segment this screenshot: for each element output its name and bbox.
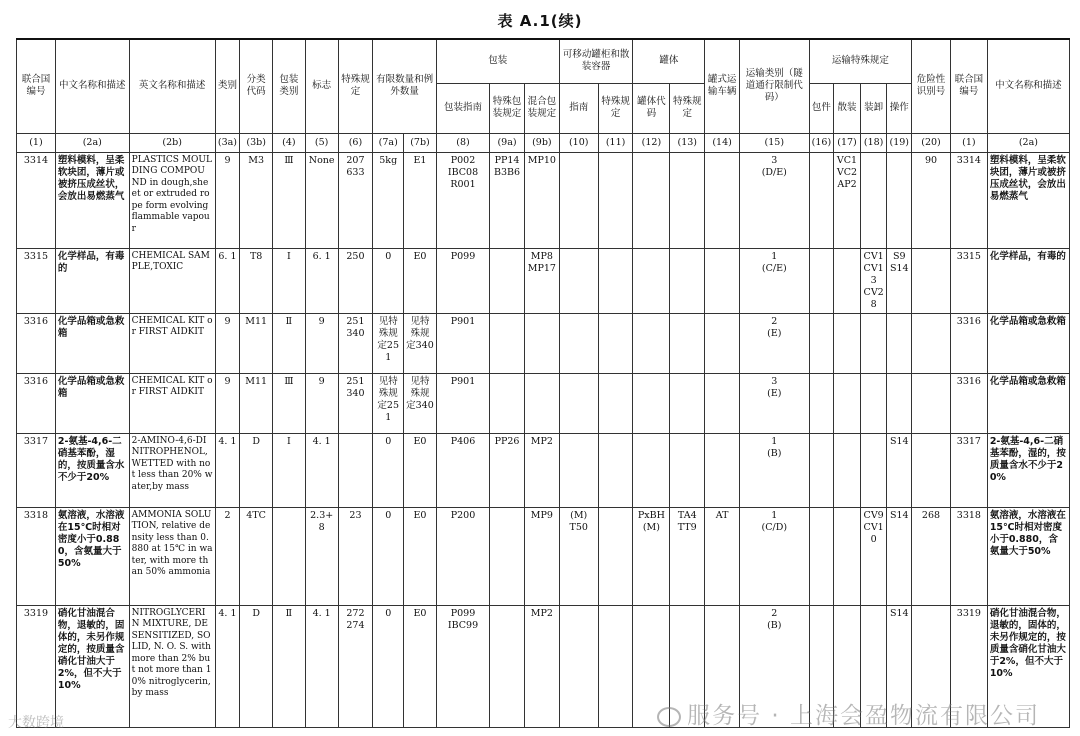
cell-c15: 2 (B) (739, 605, 809, 727)
cell-c11 (598, 248, 633, 313)
cell-c6 (338, 433, 373, 507)
column-index: (19) (887, 133, 912, 152)
cell-c7b: 见特殊规定340 (404, 373, 437, 433)
cell-cn-name: 2-氨基-4,6-二硝基苯酚，湿的，按质量含水不少于20% (987, 433, 1069, 507)
column-index: (9b) (524, 133, 559, 152)
watermark-corner: 大数跨境 (8, 715, 64, 731)
cell-c5: 2.3+ 8 (305, 507, 338, 605)
header-class-code: 分类代码 (240, 39, 273, 133)
cell-c20: 90 (912, 152, 951, 248)
column-index: (2a) (55, 133, 129, 152)
header-ts-pkg: 包件 (809, 83, 834, 133)
cell-un-no: 3319 (950, 605, 987, 727)
cell-c7b: E0 (404, 248, 437, 313)
cell-c3b: 4TC (240, 507, 273, 605)
cell-c9a (490, 313, 525, 373)
cell-cn-name: 硝化甘油混合物，退敏的，固体的，未另作规定的，按质量含硝化甘油大于2%，但不大于10% (55, 605, 129, 727)
cell-cn-name: 化学品箱或急救箱 (987, 313, 1069, 373)
cell-c16 (809, 507, 834, 605)
cell-c17 (834, 313, 861, 373)
cell-un-no: 3316 (17, 313, 56, 373)
cell-c10 (559, 433, 598, 507)
cell-c18 (860, 373, 887, 433)
cell-c3b: D (240, 433, 273, 507)
header-transport-special: 运输特殊规定 (809, 39, 911, 83)
cell-c12 (633, 152, 670, 248)
column-index: (7a) (373, 133, 404, 152)
header-pkg-instructions: 包装指南 (436, 83, 489, 133)
cell-c19: S14 (887, 605, 912, 727)
cell-c3a: 9 (215, 313, 240, 373)
cell-c5: 9 (305, 313, 338, 373)
watermark: 服务号 · 上海会盈物流有限公司 (657, 697, 1040, 730)
header-packaging: 包装 (436, 39, 559, 83)
header-packing-group: 包装类别 (273, 39, 306, 133)
cell-c15: 2 (E) (739, 313, 809, 373)
cell-c4: Ⅱ (273, 313, 306, 373)
cell-c9a (490, 507, 525, 605)
cell-c6: 272 274 (338, 605, 373, 727)
cell-c14: AT (705, 507, 740, 605)
cell-c9a (490, 605, 525, 727)
cell-c18 (860, 433, 887, 507)
cell-c12: PxBH (M) (633, 507, 670, 605)
cell-c3a: 9 (215, 152, 240, 248)
header-special-pkg: 特殊包装规定 (490, 83, 525, 133)
cell-c4: Ⅰ (273, 248, 306, 313)
cell-c14 (705, 313, 740, 373)
header-tank-code: 罐体代码 (633, 83, 670, 133)
cell-c6: 250 (338, 248, 373, 313)
cell-un-no: 3314 (17, 152, 56, 248)
cell-c13 (670, 313, 705, 373)
header-hazard-id: 危险性识别号 (912, 39, 951, 133)
header-tanks: 罐体 (633, 39, 705, 83)
cell-c10 (559, 605, 598, 727)
cell-en-name: PLASTICS MOULDING COMPOUND in dough,sheet or extruded rope form evolving flammable vapour (129, 152, 215, 248)
cell-en-name: CHEMICAL KIT or FIRST AIDKIT (129, 373, 215, 433)
cell-c13 (670, 248, 705, 313)
cell-c8: P901 (436, 373, 489, 433)
cell-c13: TA4 TT9 (670, 507, 705, 605)
cell-un-no: 3317 (17, 433, 56, 507)
column-index: (11) (598, 133, 633, 152)
column-index: (10) (559, 133, 598, 152)
cell-c15: 1 (C/D) (739, 507, 809, 605)
cell-c3a: 2 (215, 507, 240, 605)
cell-un-no: 3316 (17, 373, 56, 433)
table-row (17, 248, 1070, 313)
cell-c12 (633, 313, 670, 373)
cell-c7a: 0 (373, 433, 404, 507)
column-index: (12) (633, 133, 670, 152)
header-limited-qty: 有限数量和例外数量 (373, 39, 437, 133)
cell-c6: 251 340 (338, 373, 373, 433)
cell-c15: 1 (B) (739, 433, 809, 507)
cell-c19 (887, 152, 912, 248)
column-index: (4) (273, 133, 306, 152)
cell-c7b: E0 (404, 433, 437, 507)
cell-c9b: MP10 (524, 152, 559, 248)
cell-c7a: 5kg (373, 152, 404, 248)
cell-c19: S14 (887, 433, 912, 507)
header-class: 类别 (215, 39, 240, 133)
column-index: (20) (912, 133, 951, 152)
header-special-provisions: 特殊规定 (338, 39, 373, 133)
wechat-icon (657, 707, 681, 727)
column-index: (13) (670, 133, 705, 152)
cell-c7b: E0 (404, 605, 437, 727)
cell-c16 (809, 248, 834, 313)
cell-c19: S9 S14 (887, 248, 912, 313)
column-index: (6) (338, 133, 373, 152)
cell-c20 (912, 373, 951, 433)
table-row (17, 373, 1070, 433)
header-cn-name-2: 中文名称和描述 (987, 39, 1069, 133)
header-pt-instructions: 指南 (559, 83, 598, 133)
cell-c3a: 6. 1 (215, 248, 240, 313)
cell-c17 (834, 248, 861, 313)
cell-c20 (912, 248, 951, 313)
cell-c18: CV9 CV10 (860, 507, 887, 605)
cell-c17 (834, 507, 861, 605)
cell-c6: 207 633 (338, 152, 373, 248)
table-row (17, 313, 1070, 373)
cell-c9a: PP14 B3B6 (490, 152, 525, 248)
header-un-no: 联合国编号 (17, 39, 56, 133)
table-row (17, 433, 1070, 507)
cell-cn-name: 硝化甘油混合物，退敏的，固体的，未另作规定的，按质量含硝化甘油大于2%，但不大于10% (987, 605, 1069, 727)
cell-c19 (887, 313, 912, 373)
column-index: (18) (860, 133, 887, 152)
header-tank-vehicle: 罐式运输车辆 (705, 39, 740, 133)
cell-c10: (M) T50 (559, 507, 598, 605)
cell-c17 (834, 373, 861, 433)
cell-c9b: MP2 (524, 433, 559, 507)
cell-c5: 9 (305, 373, 338, 433)
cell-un-no: 3319 (17, 605, 56, 727)
cell-c8: P099 (436, 248, 489, 313)
cell-cn-name: 化学品箱或急救箱 (55, 373, 129, 433)
cell-c19: S14 (887, 507, 912, 605)
cell-c20 (912, 433, 951, 507)
cell-c10 (559, 248, 598, 313)
cell-c12 (633, 373, 670, 433)
cell-c9b (524, 313, 559, 373)
header-mixed-pkg: 混合包装规定 (524, 83, 559, 133)
cell-c3a: 4. 1 (215, 605, 240, 727)
cell-un-no: 3316 (950, 313, 987, 373)
cell-c14 (705, 152, 740, 248)
cell-c9b: MP9 (524, 507, 559, 605)
cell-cn-name: 塑料模料，呈柔软块团，薄片或被挤压成丝状，会放出易燃蒸气 (55, 152, 129, 248)
cell-c5: 6. 1 (305, 248, 338, 313)
cell-c13 (670, 433, 705, 507)
header-pt-special: 特殊规定 (598, 83, 633, 133)
header-transport-category: 运输类别（隧道通行限制代码） (739, 39, 809, 133)
cell-c7b: E0 (404, 507, 437, 605)
cell-c7a: 见特殊规定251 (373, 313, 404, 373)
column-index: (14) (705, 133, 740, 152)
cell-c11 (598, 152, 633, 248)
column-index: (9a) (490, 133, 525, 152)
column-index: (1) (950, 133, 987, 152)
cell-un-no: 3318 (950, 507, 987, 605)
cell-c7a: 见特殊规定251 (373, 373, 404, 433)
cell-en-name: 2-AMINO-4,6-DINITROPHENOL, WETTED with not less than 20% water,by mass (129, 433, 215, 507)
cell-c15: 3 (E) (739, 373, 809, 433)
header-ts-operation: 操作 (887, 83, 912, 133)
cell-un-no: 3318 (17, 507, 56, 605)
cell-c8: P406 (436, 433, 489, 507)
cell-c12 (633, 248, 670, 313)
cell-c4: Ⅱ (273, 605, 306, 727)
cell-c20: 268 (912, 507, 951, 605)
cell-c3b: M3 (240, 152, 273, 248)
cell-c15: 1 (C/E) (739, 248, 809, 313)
cell-c6: 251 340 (338, 313, 373, 373)
cell-c7a: 0 (373, 507, 404, 605)
cell-c10 (559, 313, 598, 373)
column-index: (7b) (404, 133, 437, 152)
column-index: (5) (305, 133, 338, 152)
cell-c4: Ⅰ (273, 433, 306, 507)
cell-un-no: 3317 (950, 433, 987, 507)
cell-c4: Ⅲ (273, 373, 306, 433)
cell-c9b: MP8 MP17 (524, 248, 559, 313)
column-index: (2a) (987, 133, 1069, 152)
cell-c8: P200 (436, 507, 489, 605)
header-cn-name: 中文名称和描述 (55, 39, 129, 133)
cell-c16 (809, 373, 834, 433)
cell-c13 (670, 373, 705, 433)
cell-cn-name: 氨溶液，水溶液在15℃时相对密度小于0.880，含氨量大于50% (987, 507, 1069, 605)
cell-c16 (809, 152, 834, 248)
column-index: (3a) (215, 133, 240, 152)
cell-cn-name: 化学样品，有毒的 (987, 248, 1069, 313)
table-row (17, 507, 1070, 605)
cell-c7a: 0 (373, 248, 404, 313)
cell-c14 (705, 433, 740, 507)
cell-c7b: E1 (404, 152, 437, 248)
cell-c15: 3 (D/E) (739, 152, 809, 248)
cell-c8: P002 IBC08 R001 (436, 152, 489, 248)
header-tank-special: 特殊规定 (670, 83, 705, 133)
column-index: (16) (809, 133, 834, 152)
cell-c8: P901 (436, 313, 489, 373)
cell-c17: VC1 VC2 AP2 (834, 152, 861, 248)
cell-c13 (670, 152, 705, 248)
cell-c6: 23 (338, 507, 373, 605)
cell-c5: 4. 1 (305, 605, 338, 727)
cell-c18 (860, 313, 887, 373)
header-un-no-2: 联合国编号 (950, 39, 987, 133)
cell-c10 (559, 373, 598, 433)
cell-c14 (705, 248, 740, 313)
column-index-row (17, 133, 1070, 152)
cell-c11 (598, 313, 633, 373)
cell-c9b (524, 373, 559, 433)
column-index: (3b) (240, 133, 273, 152)
column-index: (8) (436, 133, 489, 152)
table-title: 表 A.1(续) (497, 12, 583, 30)
dangerous-goods-table (16, 38, 1070, 728)
cell-c11 (598, 605, 633, 727)
cell-c7b: 见特殊规定340 (404, 313, 437, 373)
cell-c19 (887, 373, 912, 433)
cell-c7a: 0 (373, 605, 404, 727)
cell-c11 (598, 433, 633, 507)
cell-c11 (598, 507, 633, 605)
table-row (17, 152, 1070, 248)
cell-c4 (273, 507, 306, 605)
cell-c5: 4. 1 (305, 433, 338, 507)
column-index: (1) (17, 133, 56, 152)
cell-c17 (834, 433, 861, 507)
cell-c11 (598, 373, 633, 433)
cell-c5: None (305, 152, 338, 248)
cell-c9a (490, 248, 525, 313)
cell-c9a: PP26 (490, 433, 525, 507)
header-ts-loading: 装卸 (860, 83, 887, 133)
cell-cn-name: 氨溶液，水溶液在15℃时相对密度小于0.880，含氨量大于50% (55, 507, 129, 605)
cell-c16 (809, 433, 834, 507)
cell-c12 (633, 433, 670, 507)
cell-cn-name: 塑料模料，呈柔软块团，薄片或被挤压成丝状，会放出易燃蒸气 (987, 152, 1069, 248)
cell-c4: Ⅲ (273, 152, 306, 248)
header-portable-tanks: 可移动罐柜和散装容器 (559, 39, 633, 83)
cell-c16 (809, 313, 834, 373)
cell-un-no: 3315 (17, 248, 56, 313)
cell-un-no: 3316 (950, 373, 987, 433)
cell-c3b: T8 (240, 248, 273, 313)
cell-en-name: CHEMICAL KIT or FIRST AIDKIT (129, 313, 215, 373)
cell-c3b: M11 (240, 373, 273, 433)
column-index: (17) (834, 133, 861, 152)
cell-c9a (490, 373, 525, 433)
cell-c20 (912, 313, 951, 373)
cell-c3b: M11 (240, 313, 273, 373)
cell-c3a: 9 (215, 373, 240, 433)
cell-en-name: CHEMICAL SAMPLE,TOXIC (129, 248, 215, 313)
cell-c3b: D (240, 605, 273, 727)
cell-en-name: AMMONIA SOLUTION, relative density less than 0.880 at 15℃ in water, with more than 50% ammonia (129, 507, 215, 605)
cell-un-no: 3315 (950, 248, 987, 313)
cell-c3a: 4. 1 (215, 433, 240, 507)
cell-c18: CV1 CV13 CV28 (860, 248, 887, 313)
cell-cn-name: 2-氨基-4,6-二硝基苯酚，湿的，按质量含水不少于20% (55, 433, 129, 507)
cell-c18 (860, 152, 887, 248)
header-en-name: 英文名称和描述 (129, 39, 215, 133)
header-ts-bulk: 散装 (834, 83, 861, 133)
cell-en-name: NITROGLYCERIN MIXTURE, DESENSITIZED, SOLID, N. O. S. with more than 2% but not more than 10% nitroglycerin, by mass (129, 605, 215, 727)
cell-c9b: MP2 (524, 605, 559, 727)
cell-cn-name: 化学品箱或急救箱 (987, 373, 1069, 433)
header-labels: 标志 (305, 39, 338, 133)
column-index: (15) (739, 133, 809, 152)
cell-c8: P099 IBC99 (436, 605, 489, 727)
cell-cn-name: 化学样品，有毒的 (55, 248, 129, 313)
cell-cn-name: 化学品箱或急救箱 (55, 313, 129, 373)
cell-un-no: 3314 (950, 152, 987, 248)
cell-c14 (705, 373, 740, 433)
column-index: (2b) (129, 133, 215, 152)
cell-c10 (559, 152, 598, 248)
